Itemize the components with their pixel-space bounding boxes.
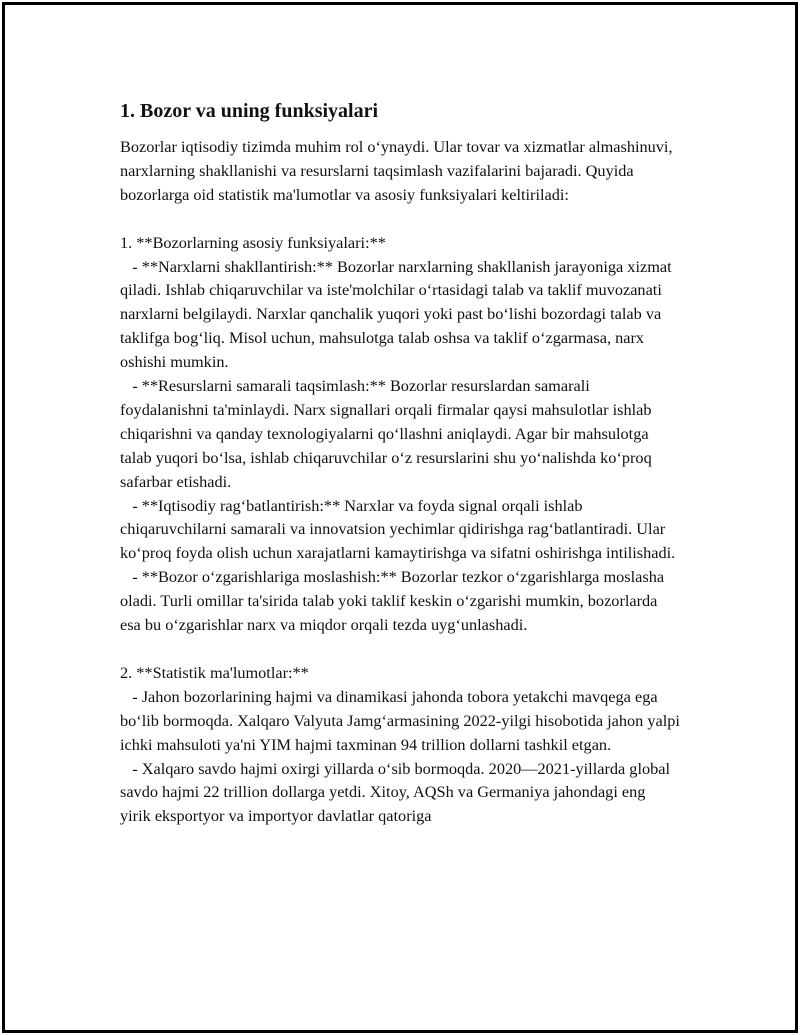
functions-list-title: 1. **Bozorlarning asosiy funksiyalari:** [120, 232, 386, 252]
document-page [2, 2, 798, 1033]
statistics-list-title: 2. **Statistik ma'lumotlar:** [120, 662, 309, 682]
statistics-item-world-gdp: - Jahon bozorlarining hajmi va dinamikasi jahonda tobora yetakchi mavqega ega bo‘lib bormoqda. Xalqaro Valyuta Jamg‘armasining 2022-yilgi hisobotida jahon yalpi ichki mahsuloti ya'ni YIM hajmi taxminan 94 trillion dollarni tashkil etgan. [120, 686, 685, 754]
function-item-prices: - **Narxlarni shakllantirish:** Bozorlar narxlarning shakllanish jarayoniga xizmat qiladi. Ishlab chiqaruvchilar va iste'molchilar o‘rtasidagi talab va taklif muvozanati narxlarni belgilaydi. Narxlar qanchalik yuqori yoki past bo‘lishi bozordagi talab va taklifga bog‘liq. Misol uchun, mahsulotga talab oshsa va taklif o‘zgarmasa, narx oshishi mumkin. [120, 256, 676, 372]
paragraph-gap [120, 207, 680, 231]
paragraph-gap [120, 637, 680, 661]
statistics-item-trade: - Xalqaro savdo hajmi oxirgi yillarda o‘sib bormoqda. 2020—2021-yillarda global savdo hajmi 22 trillion dollarga yetdi. Xitoy, AQSh va Germaniya jahondagi eng yirik eksportyor va importyor davlatlar qatoriga [120, 758, 675, 826]
document-body [120, 98, 685, 828]
function-item-resources: - **Resurslarni samarali taqsimlash:** Bozorlar resurslardan samarali foydalanishni ta'minlaydi. Narx signallari orqali firmalar qaysi mahsulotlar ishlab chiqarishni va qanday texnologiyalarni qo‘llashni aniqlaydi. Agar bir mahsulotga talab yuqori bo‘lsa, ishlab chiqaruvchilar o‘z resurslarini shu yo‘nalishda ko‘proq safarbar etishadi. [120, 376, 656, 491]
intro-paragraph: Bozorlar iqtisodiy tizimda muhim rol o‘ynaydi. Ular tovar va xizmatlar almashinuvi, narxlarning shakllanishi va resurslarni taqsimlash vazifalarini bajaradi. Quyida bozorlarga oid statistik ma'lumotlar va asosiy funksiyalari keltiriladi: [120, 137, 677, 204]
function-item-incentives: - **Iqtisodiy rag‘batlantirish:** Narxlar va foyda signal orqali ishlab chiqaruvchilarni samarali va innovatsion yechimlar qidirishga rag‘batlantiradi. Ular ko‘proq foyda olish uchun xarajatlarni kamaytirishga va sifatni oshirishga intilishadi. [120, 495, 676, 563]
section-heading: 1. Bozor va uning funksiyalari [120, 100, 379, 122]
function-item-adaptation: - **Bozor o‘zgarishlariga moslashish:** Bozorlar tezkor o‘zgarishlarga moslasha oladi. Turli omillar ta'sirida talab yoki taklif keskin o‘zgarishi mumkin, bozorlarda esa bu o‘zgarishlar narx va miqdor orqali tezda uyg‘unlashadi. [120, 567, 669, 635]
